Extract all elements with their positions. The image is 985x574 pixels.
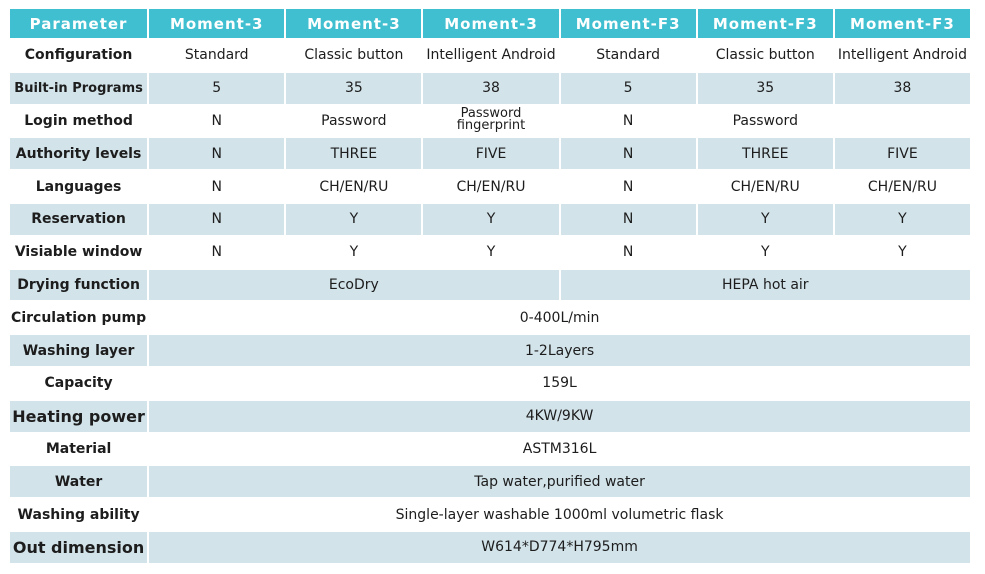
cell-value: Intelligent Android — [426, 47, 556, 64]
row-capacity — [10, 368, 970, 399]
row-configuration — [10, 40, 970, 71]
cell-value: N — [149, 204, 284, 235]
param-label: Visiable window — [14, 244, 143, 261]
cell-value: Y — [423, 204, 558, 235]
cell-value-merged: ASTM316L — [522, 440, 597, 457]
cell-value: N — [622, 244, 634, 261]
cell-value: CH/EN/RU — [867, 178, 937, 195]
cell-value-merged: 1-2Layers — [149, 335, 970, 366]
cell-value: CH/EN/RU — [319, 178, 389, 195]
spec-table — [8, 7, 972, 565]
cell-value: 5 — [149, 73, 284, 104]
row-washing-ability — [10, 499, 970, 530]
param-label: Out dimension — [10, 532, 147, 563]
row-water — [10, 466, 970, 497]
cell-value: Intelligent Android — [837, 47, 968, 64]
param-label: Configuration — [24, 47, 133, 64]
row-authority-levels — [10, 138, 970, 169]
header-model: Moment-F3 — [561, 9, 696, 38]
cell-value: N — [622, 178, 634, 195]
row-builtin-programs — [10, 73, 970, 104]
param-label: Water — [10, 466, 147, 497]
cell-value: FIVE — [423, 138, 558, 169]
cell-value: N — [622, 112, 634, 129]
cell-value: Y — [486, 244, 496, 261]
cell-value: THREE — [286, 138, 421, 169]
cell-value: Classic button — [715, 47, 815, 64]
cell-value: Standard — [184, 47, 249, 64]
row-out-dimension — [10, 532, 970, 563]
two-line-wrap — [457, 108, 526, 132]
header-model: Moment-F3 — [835, 9, 970, 38]
cell-value: Classic button — [304, 47, 404, 64]
cell-value: Password — [321, 112, 387, 129]
param-label: Heating power — [10, 401, 147, 432]
cell-value: Y — [286, 204, 421, 235]
row-heating-power — [10, 401, 970, 432]
cell-value: Y — [349, 244, 359, 261]
param-label: Material — [45, 440, 112, 457]
cell-value — [835, 106, 970, 137]
cell-value: N — [561, 138, 696, 169]
param-label: Login method — [24, 112, 133, 129]
cell-value-merged: W614*D774*H795mm — [149, 532, 970, 563]
cell-value: N — [211, 112, 222, 129]
cell-value-two-line — [423, 106, 558, 137]
cell-value: Y — [898, 244, 907, 261]
header-model: Moment-3 — [149, 9, 284, 38]
header-model: Moment-F3 — [698, 9, 833, 38]
param-label: Washing ability — [17, 506, 140, 523]
row-languages — [10, 171, 970, 202]
header-model: Moment-3 — [286, 9, 421, 38]
cell-value: N — [561, 204, 696, 235]
cell-value: Y — [698, 204, 833, 235]
param-label: Drying function — [10, 270, 147, 301]
cell-value-merged: 4KW/9KW — [149, 401, 970, 432]
cell-value: Password — [732, 112, 798, 129]
cell-value: Y — [760, 244, 770, 261]
param-label: Washing layer — [10, 335, 147, 366]
cell-value: 38 — [423, 73, 558, 104]
row-visiable-window — [10, 237, 970, 268]
cell-value: THREE — [698, 138, 833, 169]
param-label: Built-in Programs — [10, 73, 147, 104]
cell-value: CH/EN/RU — [730, 178, 800, 195]
param-label: Circulation pump — [11, 309, 147, 326]
cell-value-merged: 0-400L/min — [519, 309, 600, 326]
param-label: Reservation — [10, 204, 147, 235]
cell-value: N — [149, 138, 284, 169]
cell-value-merged: EcoDry — [149, 270, 558, 301]
cell-value: Standard — [596, 47, 660, 64]
cell-line: Password — [460, 106, 522, 122]
cell-value: 38 — [835, 73, 970, 104]
row-login-method — [10, 106, 970, 137]
cell-value: 35 — [698, 73, 833, 104]
header-model: Moment-3 — [423, 9, 558, 38]
cell-value: 5 — [561, 73, 696, 104]
cell-value: 35 — [286, 73, 421, 104]
cell-value: CH/EN/RU — [456, 178, 526, 195]
cell-value: N — [211, 178, 222, 195]
param-label: Capacity — [44, 375, 113, 392]
header-parameter: Parameter — [10, 9, 147, 38]
row-drying-function — [10, 270, 970, 301]
cell-value-merged: HEPA hot air — [561, 270, 970, 301]
cell-value: N — [211, 244, 222, 261]
cell-value-merged: Tap water,purified water — [149, 466, 970, 497]
cell-value-merged: 159L — [542, 375, 577, 392]
row-washing-layer — [10, 335, 970, 366]
param-label: Languages — [35, 178, 122, 195]
cell-value-merged: Single-layer washable 1000ml volumetric flask — [395, 506, 724, 523]
row-reservation — [10, 204, 970, 235]
param-label: Authority levels — [10, 138, 147, 169]
row-material — [10, 434, 970, 465]
row-circulation-pump — [10, 302, 970, 333]
cell-line: fingerprint — [456, 118, 526, 134]
cell-value: FIVE — [835, 138, 970, 169]
header-row — [10, 9, 970, 38]
cell-value: Y — [835, 204, 970, 235]
